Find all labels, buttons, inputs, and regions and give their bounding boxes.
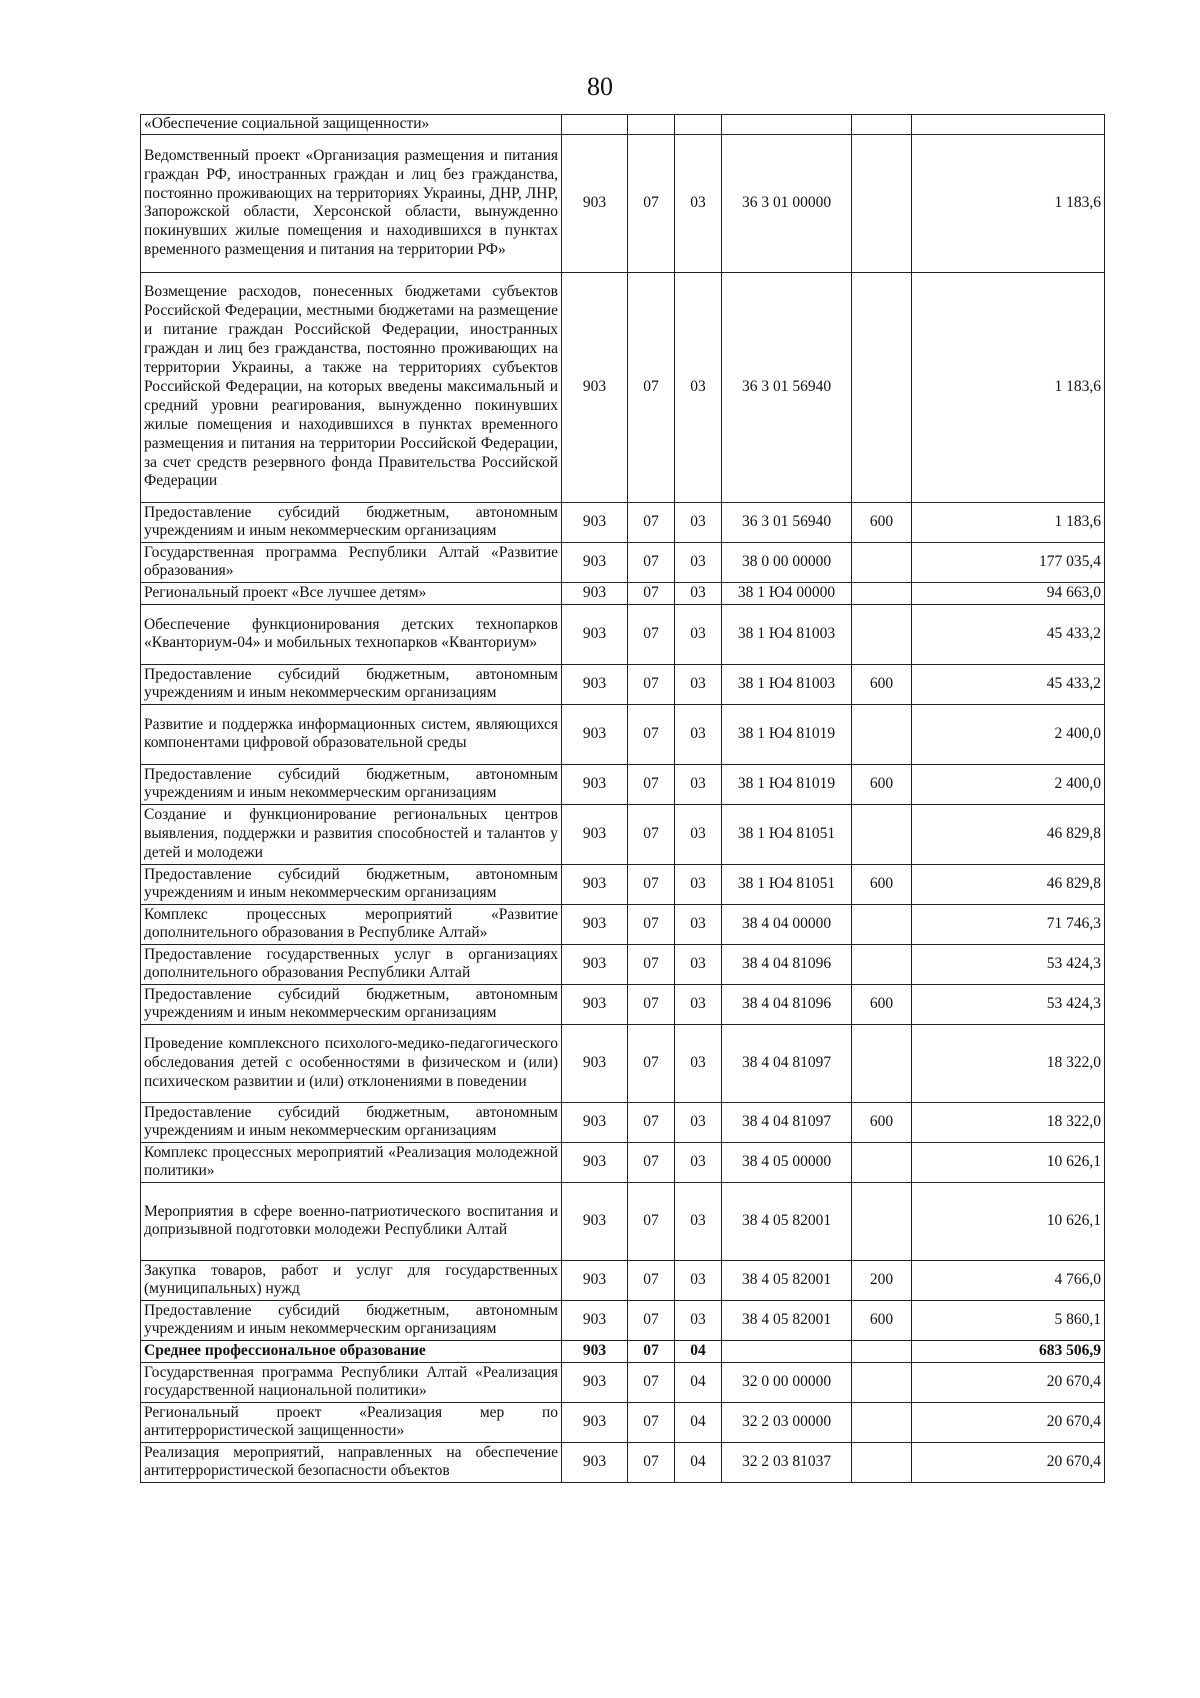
cell-grbs: 903 [562,664,628,704]
cell-target-article: 38 1 Ю4 00000 [722,582,852,604]
cell-subsection: 03 [675,1102,722,1142]
cell-grbs: 903 [562,944,628,984]
cell-subsection: 03 [675,542,722,582]
table-row [141,1260,1105,1300]
cell-subsection: 03 [675,604,722,664]
cell-amount: 683 506,9 [912,1340,1105,1362]
cell-amount: 2 400,0 [912,764,1105,804]
cell-name: Ведомственный проект «Организация размещения и питания граждан РФ, иностранных граждан и лиц без гражданства, постоянно проживающих на территориях Украины, ДНР, ЛНР, Запорожской области, Херсонской области, вынужденно покинувших жилые помещения и находившихся в пунктах временного размещения и питания на территории РФ» [141,134,562,272]
cell-amount: 46 829,8 [912,804,1105,864]
cell-name: Предоставление субсидий бюджетным, автономным учреждениям и иным некоммерческим организациям [141,1300,562,1340]
cell-amount: 53 424,3 [912,944,1105,984]
cell-grbs: 903 [562,1442,628,1482]
cell-target-article: 38 4 05 00000 [722,1142,852,1182]
cell-name: Предоставление субсидий бюджетным, автономным учреждениям и иным некоммерческим организациям [141,664,562,704]
cell-section: 07 [628,1142,675,1182]
cell-grbs: 903 [562,134,628,272]
cell-section: 07 [628,1024,675,1102]
table-row [141,944,1105,984]
cell-section: 07 [628,582,675,604]
cell-expense-type [852,604,912,664]
table-row [141,582,1105,604]
cell-section: 07 [628,542,675,582]
cell-section: 07 [628,664,675,704]
cell-expense-type [852,272,912,502]
cell-name: Предоставление субсидий бюджетным, автономным учреждениям и иным некоммерческим организациям [141,864,562,904]
cell-amount: 94 663,0 [912,582,1105,604]
cell-subsection: 03 [675,864,722,904]
cell-section: 07 [628,904,675,944]
cell-expense-type [852,1402,912,1442]
table-row [141,984,1105,1024]
cell-expense-type [852,1362,912,1402]
table-row [141,1340,1105,1362]
cell-subsection: 03 [675,704,722,764]
cell-amount: 20 670,4 [912,1362,1105,1402]
cell-name: Развитие и поддержка информационных систем, являющихся компонентами цифровой образовательной среды [141,704,562,764]
cell-expense-type [852,1182,912,1260]
cell-amount: 46 829,8 [912,864,1105,904]
cell-grbs: 903 [562,1340,628,1362]
cell-name: «Обеспечение социальной защищенности» [141,115,562,135]
cell-subsection: 03 [675,1142,722,1182]
cell-expense-type: 600 [852,1300,912,1340]
cell-target-article: 36 3 01 00000 [722,134,852,272]
cell-subsection: 03 [675,134,722,272]
cell-grbs: 903 [562,582,628,604]
cell-section: 07 [628,1300,675,1340]
cell-subsection: 04 [675,1442,722,1482]
cell-expense-type: 600 [852,764,912,804]
cell-name: Обеспечение функционирования детских технопарков «Кванториум-04» и мобильных технопарков «Кванториум» [141,604,562,664]
cell-subsection: 03 [675,1024,722,1102]
cell-name: Закупка товаров, работ и услуг для государственных (муниципальных) нужд [141,1260,562,1300]
cell-target-article [722,115,852,135]
cell-section: 07 [628,864,675,904]
cell-amount: 4 766,0 [912,1260,1105,1300]
cell-amount: 18 322,0 [912,1024,1105,1102]
cell-name: Предоставление государственных услуг в организациях дополнительного образования Республики Алтай [141,944,562,984]
cell-expense-type [852,134,912,272]
cell-amount: 71 746,3 [912,904,1105,944]
cell-name: Среднее профессиональное образование [141,1340,562,1362]
cell-target-article: 32 2 03 81037 [722,1442,852,1482]
table-row [141,272,1105,502]
cell-section: 07 [628,1340,675,1362]
cell-subsection: 03 [675,904,722,944]
cell-grbs: 903 [562,1260,628,1300]
cell-name: Реализация мероприятий, направленных на обеспечение антитеррористической безопасности объектов [141,1442,562,1482]
cell-grbs: 903 [562,984,628,1024]
cell-expense-type [852,804,912,864]
cell-expense-type: 200 [852,1260,912,1300]
table-row [141,864,1105,904]
cell-name: Предоставление субсидий бюджетным, автономным учреждениям и иным некоммерческим организациям [141,984,562,1024]
table-row [141,1142,1105,1182]
cell-section: 07 [628,604,675,664]
cell-grbs: 903 [562,1362,628,1402]
cell-subsection: 03 [675,502,722,542]
cell-amount: 10 626,1 [912,1142,1105,1182]
cell-target-article: 38 1 Ю4 81019 [722,704,852,764]
cell-expense-type [852,904,912,944]
cell-amount [912,115,1105,135]
cell-subsection: 04 [675,1402,722,1442]
cell-grbs: 903 [562,904,628,944]
table-row [141,1442,1105,1482]
cell-target-article: 38 1 Ю4 81003 [722,664,852,704]
table-row [141,542,1105,582]
cell-subsection: 03 [675,944,722,984]
table-row [141,604,1105,664]
cell-name: Государственная программа Республики Алтай «Реализация государственной национальной политики» [141,1362,562,1402]
cell-name: Комплекс процессных мероприятий «Реализация молодежной политики» [141,1142,562,1182]
table-row [141,1362,1105,1402]
cell-grbs: 903 [562,542,628,582]
table-row [141,704,1105,764]
cell-amount: 1 183,6 [912,134,1105,272]
cell-subsection [675,115,722,135]
cell-target-article: 38 0 00 00000 [722,542,852,582]
cell-amount: 20 670,4 [912,1442,1105,1482]
cell-expense-type [852,1442,912,1482]
cell-name: Региональный проект «Все лучшее детям» [141,582,562,604]
cell-expense-type: 600 [852,502,912,542]
cell-grbs: 903 [562,804,628,864]
cell-name: Государственная программа Республики Алтай «Развитие образования» [141,542,562,582]
cell-target-article: 32 2 03 00000 [722,1402,852,1442]
cell-expense-type [852,1142,912,1182]
cell-target-article: 38 4 04 81097 [722,1102,852,1142]
cell-name: Проведение комплексного психолого-медико-педагогического обследования детей с особенностями в физическом и (или) психическом развитии и (или) отклонениями в поведении [141,1024,562,1102]
cell-target-article: 38 1 Ю4 81051 [722,864,852,904]
cell-subsection: 03 [675,272,722,502]
cell-target-article: 38 4 04 00000 [722,904,852,944]
cell-section: 07 [628,804,675,864]
cell-section: 07 [628,1182,675,1260]
cell-amount: 2 400,0 [912,704,1105,764]
table-row [141,1402,1105,1442]
table-row [141,764,1105,804]
cell-section: 07 [628,764,675,804]
cell-name: Возмещение расходов, понесенных бюджетами субъектов Российской Федерации, местными бюджетами на размещение и питание граждан Российской Федерации, иностранных граждан и лиц без гражданства, постоянно проживающих на территории Украины, а также на территориях субъектов Российской Федерации, на которых введены максимальный и средний уровни реагирования, вынужденно покинувших жилые помещения и находившихся в пунктах временного размещения и питания на территории Российской Федерации, за счет средств резервного фонда Правительства Российской Федерации [141,272,562,502]
cell-grbs: 903 [562,704,628,764]
cell-target-article: 38 4 04 81097 [722,1024,852,1102]
cell-section: 07 [628,944,675,984]
cell-subsection: 03 [675,1182,722,1260]
cell-section: 07 [628,1442,675,1482]
cell-grbs: 903 [562,764,628,804]
cell-subsection: 03 [675,582,722,604]
cell-target-article: 38 4 05 82001 [722,1260,852,1300]
cell-name: Предоставление субсидий бюджетным, автономным учреждениям и иным некоммерческим организациям [141,764,562,804]
cell-target-article: 38 4 05 82001 [722,1182,852,1260]
cell-subsection: 03 [675,664,722,704]
cell-amount: 18 322,0 [912,1102,1105,1142]
cell-name: Мероприятия в сфере военно-патриотического воспитания и допризывной подготовки молодежи Республики Алтай [141,1182,562,1260]
cell-target-article [722,1340,852,1362]
cell-name: Предоставление субсидий бюджетным, автономным учреждениям и иным некоммерческим организациям [141,1102,562,1142]
cell-expense-type [852,944,912,984]
cell-amount: 1 183,6 [912,502,1105,542]
cell-expense-type: 600 [852,864,912,904]
table-row [141,115,1105,135]
cell-subsection: 03 [675,804,722,864]
cell-expense-type [852,1340,912,1362]
cell-grbs: 903 [562,604,628,664]
cell-name: Комплекс процессных мероприятий «Развитие дополнительного образования в Республике Алтай» [141,904,562,944]
cell-grbs: 903 [562,1182,628,1260]
budget-table [140,114,1105,1483]
table-row [141,1300,1105,1340]
cell-section: 07 [628,1260,675,1300]
cell-expense-type [852,582,912,604]
table-row [141,804,1105,864]
cell-expense-type: 600 [852,664,912,704]
cell-subsection: 04 [675,1340,722,1362]
page-number: 80 [587,72,613,101]
cell-amount: 10 626,1 [912,1182,1105,1260]
cell-expense-type: 600 [852,984,912,1024]
cell-amount: 53 424,3 [912,984,1105,1024]
cell-target-article: 38 4 05 82001 [722,1300,852,1340]
cell-name: Создание и функционирование региональных центров выявления, поддержки и развития способностей и талантов у детей и молодежи [141,804,562,864]
cell-section: 07 [628,1102,675,1142]
cell-expense-type [852,704,912,764]
cell-expense-type [852,542,912,582]
cell-target-article: 38 1 Ю4 81003 [722,604,852,664]
cell-target-article: 32 0 00 00000 [722,1362,852,1402]
cell-grbs: 903 [562,864,628,904]
cell-grbs: 903 [562,272,628,502]
cell-amount: 45 433,2 [912,604,1105,664]
cell-expense-type [852,1024,912,1102]
table-row [141,134,1105,272]
cell-grbs: 903 [562,1102,628,1142]
cell-target-article: 38 1 Ю4 81019 [722,764,852,804]
cell-amount: 20 670,4 [912,1402,1105,1442]
cell-name: Предоставление субсидий бюджетным, автономным учреждениям и иным некоммерческим организациям [141,502,562,542]
cell-target-article: 38 4 04 81096 [722,944,852,984]
cell-amount: 177 035,4 [912,542,1105,582]
cell-grbs: 903 [562,1024,628,1102]
cell-section: 07 [628,1402,675,1442]
cell-subsection: 03 [675,1300,722,1340]
table-row [141,1182,1105,1260]
cell-grbs: 903 [562,1402,628,1442]
table-row [141,1102,1105,1142]
table-row [141,904,1105,944]
table-row [141,664,1105,704]
cell-amount: 5 860,1 [912,1300,1105,1340]
cell-section: 07 [628,1362,675,1402]
cell-grbs: 903 [562,1300,628,1340]
cell-subsection: 03 [675,1260,722,1300]
cell-amount: 45 433,2 [912,664,1105,704]
cell-section: 07 [628,704,675,764]
cell-expense-type: 600 [852,1102,912,1142]
cell-section: 07 [628,134,675,272]
cell-section: 07 [628,984,675,1024]
cell-target-article: 36 3 01 56940 [722,502,852,542]
cell-amount: 1 183,6 [912,272,1105,502]
cell-target-article: 38 1 Ю4 81051 [722,804,852,864]
cell-grbs: 903 [562,502,628,542]
cell-subsection: 03 [675,764,722,804]
cell-section: 07 [628,272,675,502]
cell-target-article: 38 4 04 81096 [722,984,852,1024]
cell-subsection: 03 [675,984,722,1024]
cell-expense-type [852,115,912,135]
table-row [141,1024,1105,1102]
cell-grbs: 903 [562,1142,628,1182]
table-row [141,502,1105,542]
cell-target-article: 36 3 01 56940 [722,272,852,502]
cell-grbs [562,115,628,135]
cell-name: Региональный проект «Реализация мер по антитеррористической защищенности» [141,1402,562,1442]
cell-section: 07 [628,502,675,542]
cell-subsection: 04 [675,1362,722,1402]
cell-section [628,115,675,135]
